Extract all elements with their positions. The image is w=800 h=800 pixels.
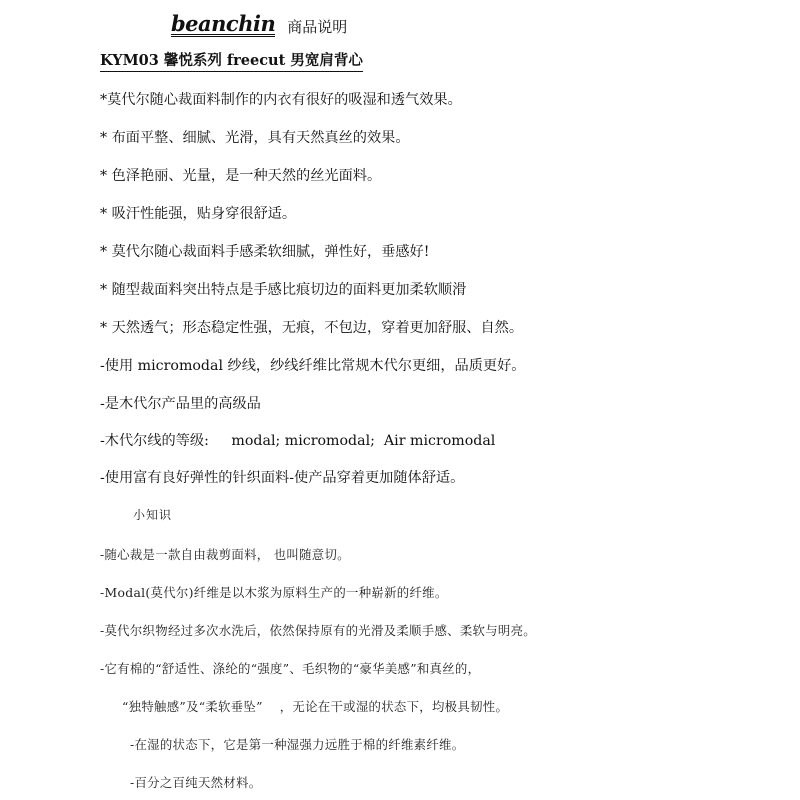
knowledge-line: “独特触感”及“柔软垂坠” ，无论在干或湿的状态下，均极具韧性。 <box>122 699 509 714</box>
description-line: * 吸汗性能强，贴身穿很舒适。 <box>100 206 297 222</box>
description-line: -是木代尔产品里的高级品 <box>100 396 261 412</box>
knowledge-line: -莫代尔织物经过多次水洗后，依然保持原有的光滑及柔顺手感、柔软与明亮。 <box>100 623 536 638</box>
description-line: * 莫代尔随心裁面料手感柔软细腻，弹性好，垂感好! <box>100 244 430 260</box>
knowledge-line: -它有棉的“舒适性、涤纶的“强度”、毛织物的“豪华美感”和真丝的， <box>100 661 481 676</box>
knowledge-line: -Modal(莫代尔)纤维是以木浆为原料生产的一种崭新的纤维。 <box>100 585 448 600</box>
header-title: 商品说明 <box>287 17 348 36</box>
description-line: * 色泽艳丽、光量，是一种天然的丝光面料。 <box>100 168 382 184</box>
header <box>171 8 347 44</box>
knowledge-title: 小知识 <box>133 508 173 522</box>
knowledge-line: -在湿的状态下，它是第一种湿强力远胜于棉的纤维素纤维。 <box>130 737 465 752</box>
description-line: * 随型裁面料突出特点是手感比痕切边的面料更加柔软顺滑 <box>100 282 467 298</box>
description-line: * 布面平整、细腻、光滑，具有天然真丝的效果。 <box>100 130 410 146</box>
knowledge-line: -随心裁是一款自由裁剪面料， 也叫随意切。 <box>100 547 350 562</box>
description-line: -使用富有良好弹性的针织面料-使产品穿着更加随体舒适。 <box>100 470 465 486</box>
description-line: -使用 micromodal 纱线，纱线纤维比常规木代尔更细，品质更好。 <box>100 358 526 374</box>
brand-logo: beanchin <box>171 11 276 36</box>
description-line: -木代尔线的等级: modal; micromodal; Air micromodal <box>100 433 496 449</box>
description-line: * 天然透气；形态稳定性强，无痕，不包边，穿着更加舒服、自然。 <box>100 320 524 336</box>
description-line: *莫代尔随心裁面料制作的内衣有很好的吸湿和透气效果。 <box>100 92 462 108</box>
knowledge-line: -百分之百纯天然材料。 <box>130 775 262 790</box>
product-title: KYM03 馨悦系列 freecut 男宽肩背心 <box>100 49 363 72</box>
